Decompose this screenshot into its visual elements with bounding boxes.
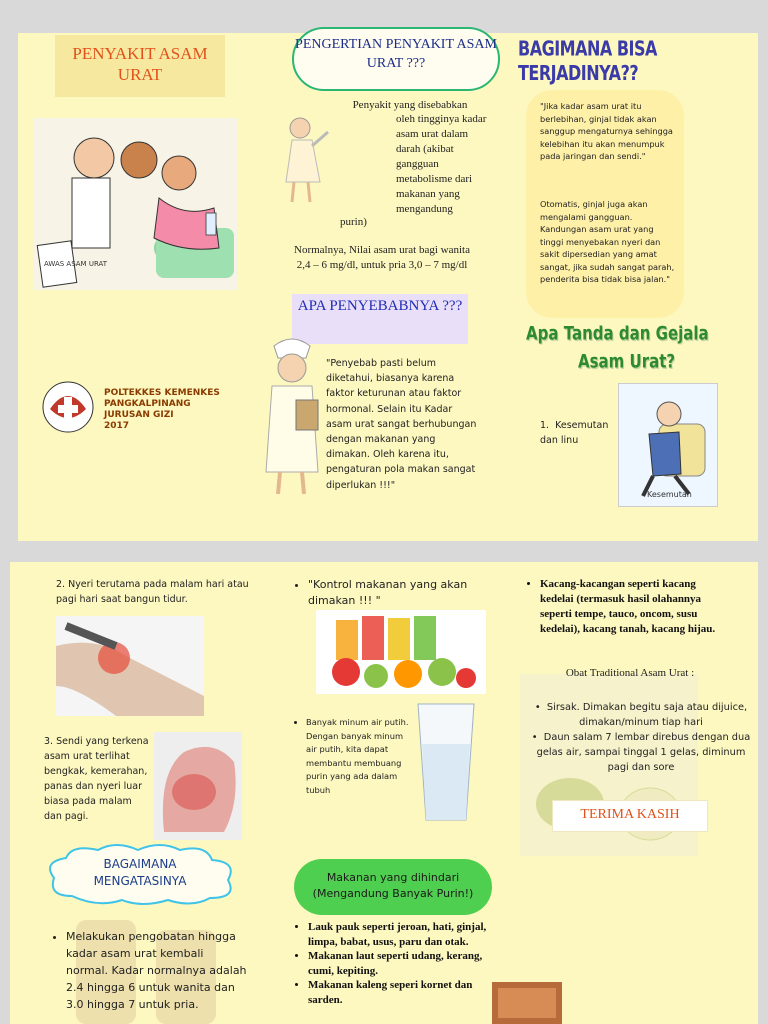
control-food-item: • "Kontrol makanan yang akan dimakan !!! " (308, 577, 480, 609)
traditional-item: • Sirsak. Dimakan begitu saja atau dijuice, dimakan/minum tiap hari (534, 702, 748, 728)
traditional-heading: Obat Traditional Asam Urat : (565, 667, 695, 679)
handle-item: • Melakukan pengobatan hingga kadar asam urat kembali normal. Kadar normalnya adalah 2.4 hingga 6 untuk wanita dan 3.0 hingga 7 untuk pria. (66, 928, 248, 1013)
normal-values-text: Normalnya, Nilai asam urat bagi wanita 2,4 – 6 mg/dl, untuk pria 3,0 – 7 mg/dl (294, 244, 470, 271)
traditional-item: • Daun salam 7 lembar direbus dengan dua gelas air, sampai tinggal 1 gelas, diminum pagi dan sore (531, 732, 751, 773)
cause-text: "Penyebab pasti belum diketahui, biasanya karena faktor keturunan atau faktor hormonal. Selain itu Kadar asam urat sangat berhubungan dengan makanan yang dimakan. Oleh karena itu, pengaturan pola makan sangat diperlukan !!!" (326, 358, 477, 491)
definition-text-1: Penyakit yang disebabkan (352, 99, 468, 111)
poltekkes-logo (40, 377, 96, 437)
symptom-1-text: Kesemutan dan linu (540, 420, 609, 446)
brochure-title: PENYAKIT ASAM URAT (55, 35, 225, 97)
kesemutan-illustration (618, 383, 718, 507)
cartoon-label: AWAS ASAM URAT (44, 260, 108, 268)
cause-heading: APA PENYEBABNYA ??? (292, 294, 468, 344)
beans-item: • Kacang-kacangan seperti kacang kedelai (termasuk hasil olahannya seperti tempe, tauco, oncom, susu kedelai), kacang tanah, kacang hijau. (540, 577, 732, 637)
avoid-item: • Lauk pauk seperti jeroan, hati, ginjal, limpa, babat, usus, paru dan otak. (308, 920, 490, 949)
nurse-figure-icon (282, 112, 332, 204)
definition-heading: PENGERTIAN PENYAKIT ASAM URAT ??? (292, 27, 500, 91)
handle-list (48, 928, 248, 1013)
water-glass-photo (408, 700, 484, 826)
fruits-juice-photo (316, 610, 486, 694)
thanks-box: TERIMA KASIH (552, 800, 708, 832)
control-food-list (290, 577, 480, 609)
avoid-item: • Makanan kaleng seperi kornet dan sarden. (308, 978, 490, 1007)
definition-text-3: purin) (340, 216, 367, 228)
institution-line: POLTEKKES KEMENKES (104, 388, 220, 398)
symptom-item-1 (540, 418, 620, 448)
handle-heading: BAGAIMANA MENGATASINYA (93, 857, 187, 888)
symptom-heading-line-2: Asam Urat? (578, 350, 676, 373)
institution-block (104, 388, 220, 432)
traditional-item-text: Daun salam 7 lembar direbus dengan dua gelas air, sampai tinggal 1 gelas, diminum pagi dan sore (536, 732, 751, 773)
symptom-item-2: 2. Nyeri terutama pada malam hari atau pagi hari saat bangun tidur. (56, 579, 249, 605)
traditional-list (530, 700, 752, 775)
doctor-patient-cartoon (34, 118, 238, 290)
beans-list (522, 577, 732, 637)
how-text-2: Otomatis, ginjal juga akan mengalami gangguan. Kandungan asam urat yang tinggi menyebakan nyeri dan sakit dipersedian yang amat sangat, jika sudah sangat parah, penderita bisa tidak bisa jalan." (540, 199, 675, 284)
how-heading: BAGIMANA BISA TERJADINYA?? (518, 36, 657, 86)
institution-line: PANGKALPINANG (104, 399, 191, 409)
definition-text-2: oleh tingginya kadar asam urat dalam darah (akibat gangguan metabolisme dari makanan yang mengandung (396, 113, 487, 215)
how-text-1: "Jika kadar asam urat itu berlebihan, ginjal tidak akan sanggup mengaturnya sehingga kelebihan itu akan menumpuk pada jaringan dan sendi." (540, 101, 673, 161)
institution-line: 2017 (104, 421, 130, 431)
avoid-list (290, 920, 490, 1007)
canned-food-photo (492, 982, 562, 1024)
kesemutan-caption: Kesemutan (647, 490, 692, 499)
knee-pain-photo (56, 616, 204, 716)
avoid-item: • Makanan laut seperti udang, kerang, cumi, kepiting. (308, 949, 490, 978)
institution-line: JURUSAN GIZI (104, 410, 174, 420)
symptom-heading-line-1: Apa Tanda dan Gejala (526, 322, 709, 345)
symptom-item-3: 3. Sendi yang terkena asam urat terlihat bengkak, kemerahan, panas dan nyeri luar biasa pada malam dan pagi. (44, 736, 149, 822)
nurse-clipboard-illustration (262, 332, 324, 496)
traditional-item-text: Sirsak. Dimakan begitu saja atau dijuice, dimakan/minum tiap hari (546, 702, 748, 728)
water-list (290, 716, 414, 797)
swollen-foot-photo (154, 732, 242, 840)
water-item: • Banyak minum air putih. Dengan banyak minum air putih, kita dapat membantu membuang purin yang ada dalam tubuh (306, 716, 414, 797)
symptom-number: 1. (540, 420, 556, 431)
avoid-heading: Makanan yang dihindari (Mengandung Banyak Purin!) (312, 871, 474, 900)
